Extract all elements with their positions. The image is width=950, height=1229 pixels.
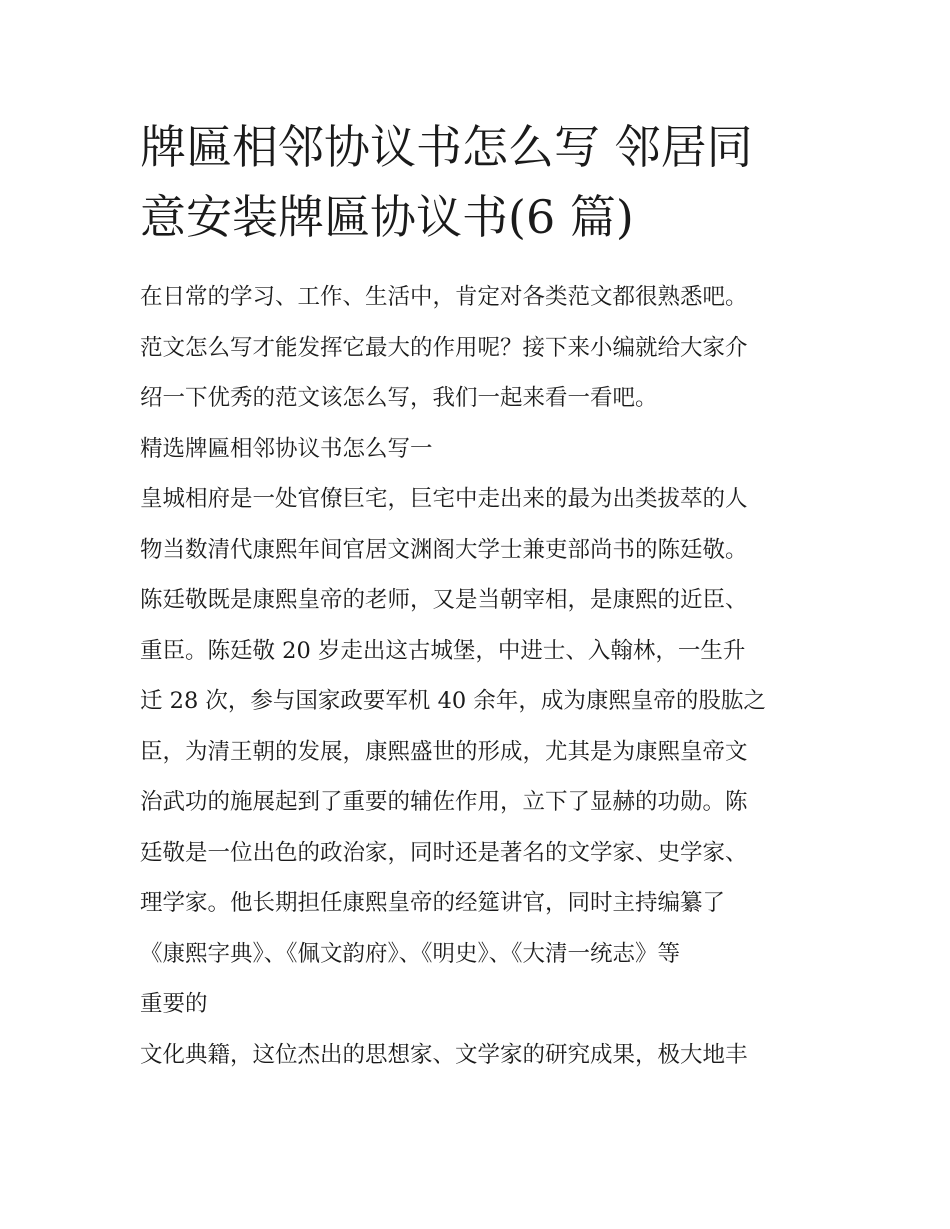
document-page bbox=[140, 112, 820, 1080]
body-line-9: 理学家。他长期担任康熙皇帝的经筵讲官，同时主持编纂了 bbox=[140, 890, 726, 916]
body-line-1: 皇城相府是一处官僚巨宅，巨宅中走出来的最为出类拔萃的人 bbox=[140, 486, 748, 512]
intro-line-3: 绍一下优秀的范文该怎么写，我们一起来看一看吧。 bbox=[140, 385, 658, 411]
intro-paragraph bbox=[140, 272, 820, 424]
body-line-8: 廷敬是一位出色的政治家，同时还是著名的文学家、史学家、 bbox=[140, 839, 748, 866]
title-line-1: 牌匾相邻协议书怎么写 邻居同 bbox=[140, 120, 753, 174]
document-body bbox=[140, 272, 820, 1080]
body-line-2: 物当数清代康熙年间官居文渊阁大学士兼吏部尚书的陈廷敬。 bbox=[140, 536, 748, 563]
body-paragraph bbox=[140, 474, 820, 1030]
body-line-7: 治武功的施展起到了重要的辅佐作用，立下了显赫的功勋。陈 bbox=[140, 789, 748, 815]
body-line-11: 重要的 bbox=[140, 991, 208, 1017]
body-line-5: 迁 28 次，参与国家政要军机 40 余年，成为康熙皇帝的股肱之 bbox=[140, 688, 766, 714]
continuation-line-1: 文化典籍，这位杰出的思想家、文学家的研究成果，极大地丰 bbox=[140, 1041, 748, 1068]
title-line-2: 意安装牌匾协议书(6 篇) bbox=[140, 190, 634, 244]
section-heading: 精选牌匾相邻协议书怎么写一 bbox=[140, 435, 433, 462]
body-line-6: 臣，为清王朝的发展，康熙盛世的形成，尤其是为康熙皇帝文 bbox=[140, 738, 748, 765]
body-line-4: 重臣。陈廷敬 20 岁走出这古城堡，中进士、入翰林，一生升 bbox=[140, 637, 746, 664]
intro-line-1: 在日常的学习、工作、生活中，肯定对各类范文都很熟悉吧。 bbox=[140, 284, 748, 310]
body-line-3: 陈廷敬既是康熙皇帝的老师，又是当朝宰相，是康熙的近臣、 bbox=[140, 587, 748, 613]
continuation-paragraph bbox=[140, 1030, 820, 1081]
document-title bbox=[140, 112, 820, 252]
intro-line-2: 范文怎么写才能发挥它最大的作用呢？接下来小编就给大家介 bbox=[140, 334, 748, 361]
body-line-10: 《康熙字典》、《佩文韵府》、《明史》、《大清一统志》等 bbox=[140, 940, 681, 967]
